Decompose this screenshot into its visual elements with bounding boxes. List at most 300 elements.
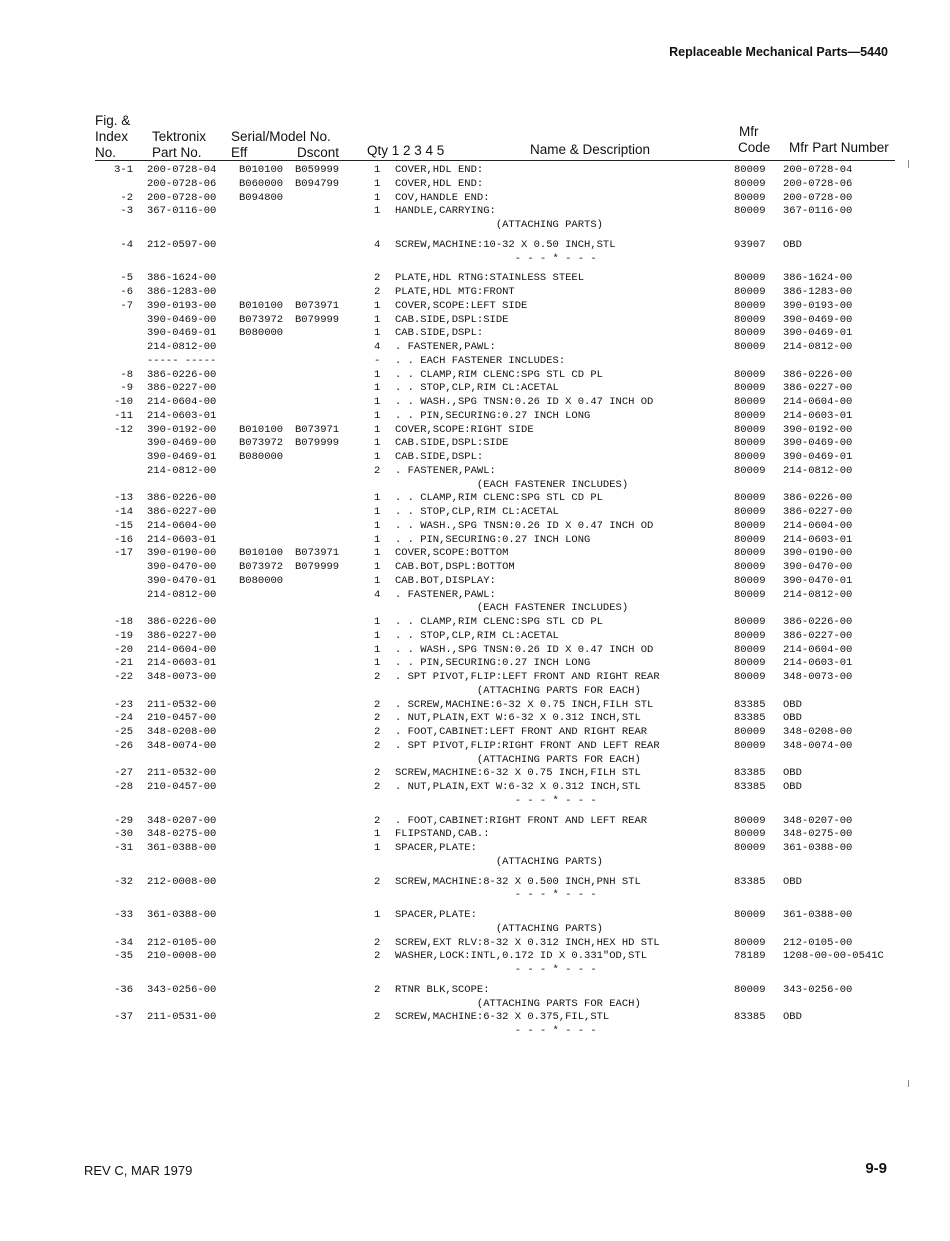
table-row	[0, 272, 950, 286]
row-name-description: COVER,SCOPE:BOTTOM	[395, 547, 509, 560]
table-row	[0, 396, 950, 410]
row-mfr-code: 80009	[734, 588, 766, 601]
row-part-number: 390-0470-00	[147, 561, 217, 573]
row-mfr-part-number: OBD	[783, 767, 802, 780]
row-mfr-part-number: 212-0105-00	[783, 936, 853, 949]
row-name-description: PLATE,HDL RTNG:STAINLESS STEEL	[395, 272, 585, 285]
row-mfr-code: 80009	[734, 657, 766, 670]
row-mfr-code: 93907	[734, 238, 766, 251]
row-mfr-code: 80009	[734, 519, 766, 532]
row-part-number: 210-0457-00	[147, 781, 217, 793]
row-fig-index: -3	[120, 205, 133, 218]
row-part-number: 214-0812-00	[147, 464, 217, 477]
row-qty: 1	[374, 547, 381, 560]
row-name-description: WASHER,LOCK:INTL,0.172 ID X 0.331"OD,STL	[395, 950, 648, 963]
table-row	[0, 856, 950, 870]
row-name-description: SCREW,MACHINE:6-32 X 0.75 INCH,FILH STL	[395, 767, 641, 780]
row-fig-index: -33	[114, 909, 133, 921]
row-qty: 2	[374, 1011, 381, 1024]
row-mfr-code: 80009	[734, 423, 766, 436]
row-mfr-code: 80009	[734, 936, 766, 949]
header-divider	[95, 160, 895, 161]
row-fig-index: -18	[114, 616, 133, 628]
row-part-number: 211-0532-00	[147, 698, 217, 711]
row-mfr-code: 80009	[734, 451, 766, 463]
col-fig-line1: Fig. &	[95, 113, 131, 128]
row-fig-index: -37	[114, 1011, 133, 1024]
row-serial-eff: B080000	[239, 327, 284, 340]
row-serial-dscont: B059999	[295, 164, 340, 176]
table-row	[0, 286, 950, 300]
table-row	[0, 534, 950, 548]
row-mfr-code: 83385	[734, 875, 766, 888]
row-qty: 1	[374, 451, 381, 463]
row-qty: 2	[374, 875, 381, 888]
row-name-description: . . PIN,SECURING:0.27 INCH LONG	[395, 657, 591, 670]
row-part-number: 386-0226-00	[147, 368, 217, 381]
row-mfr-part-number: 200-0728-04	[783, 164, 853, 176]
table-row	[0, 781, 950, 795]
row-qty: 2	[374, 464, 381, 477]
row-mfr-part-number: 386-0226-00	[783, 368, 853, 381]
row-mfr-part-number: 214-0812-00	[783, 464, 853, 477]
col-fig-line2: Index	[95, 129, 129, 144]
row-mfr-part-number: 214-0604-00	[783, 396, 853, 408]
row-name-description: (ATTACHING PARTS)	[395, 922, 603, 935]
row-name-description: . SPT PIVOT,FLIP:RIGHT FRONT AND LEFT REAR	[395, 739, 660, 752]
row-serial-dscont: B073971	[295, 547, 340, 560]
row-mfr-code: 80009	[734, 983, 766, 996]
row-mfr-part-number: 390-0190-00	[783, 547, 853, 560]
row-qty: 4	[374, 588, 381, 601]
row-serial-eff: B073972	[239, 561, 284, 573]
row-mfr-part-number: 386-0227-00	[783, 506, 853, 518]
row-fig-index: -20	[114, 643, 133, 656]
table-row	[0, 253, 950, 267]
row-name-description: . FASTENER,PAWL:	[395, 341, 496, 353]
row-name-description: CAB.BOT,DISPLAY:	[395, 574, 496, 587]
row-mfr-code: 80009	[734, 368, 766, 381]
row-name-description: . NUT,PLAIN,EXT W:6-32 X 0.312 INCH,STL	[395, 781, 641, 793]
col-eff: Eff	[231, 145, 248, 160]
col-mfr-line2: Code	[738, 140, 771, 155]
row-qty: 1	[374, 657, 381, 670]
table-row	[0, 1011, 950, 1025]
row-mfr-part-number: 348-0074-00	[783, 739, 853, 752]
row-qty: 1	[374, 437, 381, 450]
row-mfr-code: 83385	[734, 1011, 766, 1024]
table-row	[0, 410, 950, 424]
col-fig-line3: No.	[95, 145, 117, 160]
row-mfr-part-number: 390-0470-00	[783, 561, 853, 573]
row-qty: 1	[374, 396, 381, 408]
table-row	[0, 726, 950, 740]
row-part-number: 211-0532-00	[147, 767, 217, 780]
row-fig-index: -22	[114, 671, 133, 683]
row-part-number: 390-0190-00	[147, 547, 217, 560]
row-qty: 1	[374, 382, 381, 395]
row-mfr-part-number: 343-0256-00	[783, 983, 853, 996]
row-serial-eff: B094800	[239, 191, 284, 204]
row-qty: 1	[374, 616, 381, 628]
row-serial-dscont: B079999	[295, 561, 340, 573]
table-row	[0, 616, 950, 630]
table-row	[0, 657, 950, 671]
table-row	[0, 382, 950, 396]
table-row	[0, 795, 950, 809]
row-mfr-code: 80009	[734, 286, 766, 298]
row-mfr-part-number: 386-1624-00	[783, 272, 853, 285]
row-name-description: COV,HANDLE END:	[395, 191, 490, 204]
col-part-line2: Part No.	[152, 145, 202, 160]
row-fig-index: -9	[120, 382, 133, 395]
col-mfr-line1: Mfr	[739, 124, 759, 139]
row-part-number: 386-0226-00	[147, 616, 217, 628]
table-row	[0, 984, 950, 998]
row-mfr-code: 80009	[734, 561, 766, 573]
row-part-number: 210-0457-00	[147, 712, 217, 725]
row-mfr-part-number: 390-0469-01	[783, 327, 853, 340]
row-part-number: 200-0728-06	[147, 177, 217, 190]
row-name-description: - - - * - - -	[395, 964, 597, 976]
row-mfr-code: 80009	[734, 671, 766, 683]
row-fig-index: -30	[114, 828, 133, 841]
row-name-description: (ATTACHING PARTS)	[395, 855, 603, 868]
row-part-number: 212-0008-00	[147, 875, 217, 888]
row-mfr-part-number: 214-0812-00	[783, 341, 853, 353]
row-part-number: 214-0603-01	[147, 533, 217, 546]
row-name-description: (EACH FASTENER INCLUDES)	[395, 478, 629, 491]
row-mfr-part-number: 214-0603-01	[783, 409, 853, 422]
table-row	[0, 842, 950, 856]
col-name-description: Name & Description	[530, 142, 651, 157]
table-row	[0, 479, 950, 493]
row-part-number: 390-0469-01	[147, 451, 217, 463]
row-mfr-code: 80009	[734, 327, 766, 340]
row-name-description: COVER,HDL END:	[395, 177, 484, 190]
row-part-number: 348-0207-00	[147, 814, 217, 827]
row-mfr-code: 80009	[734, 177, 766, 190]
row-qty: 2	[374, 272, 381, 285]
row-mfr-code: 80009	[734, 842, 766, 854]
row-fig-index: -4	[120, 238, 133, 251]
table-row	[0, 465, 950, 479]
table-row	[0, 998, 950, 1012]
row-qty: 2	[374, 712, 381, 725]
table-row	[0, 164, 950, 178]
row-name-description: SCREW,MACHINE:8-32 X 0.500 INCH,PNH STL	[395, 875, 641, 888]
row-fig-index: -24	[114, 712, 133, 725]
table-row	[0, 923, 950, 937]
row-name-description: . . CLAMP,RIM CLENC:SPG STL CD PL	[395, 492, 603, 505]
row-qty: 1	[374, 299, 381, 312]
table-row	[0, 630, 950, 644]
row-mfr-code: 80009	[734, 739, 766, 752]
col-mfr-part-number: Mfr Part Number	[789, 140, 889, 155]
row-mfr-part-number: 214-0604-00	[783, 643, 853, 656]
table-row	[0, 341, 950, 355]
row-fig-index: -12	[114, 423, 133, 436]
row-part-number: 348-0208-00	[147, 726, 217, 738]
table-row	[0, 740, 950, 754]
row-mfr-part-number: 361-0388-00	[783, 842, 853, 854]
row-name-description: CAB.BOT,DSPL:BOTTOM	[395, 561, 515, 573]
row-qty: 4	[374, 341, 381, 353]
row-mfr-part-number: OBD	[783, 712, 802, 725]
row-fig-index: -23	[114, 698, 133, 711]
row-serial-dscont: B073971	[295, 299, 340, 312]
row-serial-eff: B080000	[239, 451, 284, 463]
row-name-description: . . STOP,CLP,RIM CL:ACETAL	[395, 629, 559, 642]
table-row	[0, 369, 950, 383]
table-row	[0, 205, 950, 219]
row-qty: 1	[374, 643, 381, 656]
row-serial-eff: B010100	[239, 423, 284, 436]
row-name-description: CAB.SIDE,DSPL:	[395, 327, 484, 340]
row-qty: 1	[374, 191, 381, 204]
row-qty: 2	[374, 814, 381, 827]
row-part-number: 361-0388-00	[147, 842, 217, 854]
row-fig-index: -8	[120, 368, 133, 381]
margin-mark	[908, 1080, 909, 1087]
row-part-number: 386-1283-00	[147, 286, 217, 298]
row-part-number: 348-0074-00	[147, 739, 217, 752]
row-name-description: FLIPSTAND,CAB.:	[395, 828, 490, 841]
row-fig-index: -16	[114, 533, 133, 546]
row-qty: 2	[374, 983, 381, 996]
row-mfr-code: 80009	[734, 643, 766, 656]
row-part-number: 212-0597-00	[147, 238, 217, 251]
row-mfr-code: 80009	[734, 313, 766, 326]
table-row	[0, 451, 950, 465]
row-qty: 1	[374, 409, 381, 422]
row-name-description: (ATTACHING PARTS FOR EACH)	[395, 997, 641, 1010]
row-mfr-part-number: 390-0470-01	[783, 574, 853, 587]
row-mfr-part-number: OBD	[783, 238, 802, 251]
row-qty: 1	[374, 492, 381, 505]
row-mfr-part-number: 200-0728-06	[783, 177, 853, 190]
row-name-description: . . WASH.,SPG TNSN:0.26 ID X 0.47 INCH OD	[395, 396, 654, 408]
row-name-description: . FOOT,CABINET:RIGHT FRONT AND LEFT REAR	[395, 814, 648, 827]
row-fig-index: -28	[114, 781, 133, 793]
row-name-description: CAB.SIDE,DSPL:SIDE	[395, 437, 509, 450]
table-row	[0, 589, 950, 603]
row-qty: 1	[374, 164, 381, 176]
row-fig-index: -5	[120, 272, 133, 285]
row-mfr-code: 80009	[734, 396, 766, 408]
row-qty: 2	[374, 767, 381, 780]
page-number: 9-9	[865, 1160, 887, 1177]
row-part-number: 214-0603-01	[147, 657, 217, 670]
row-mfr-code: 80009	[734, 299, 766, 312]
table-row	[0, 909, 950, 923]
row-name-description: SCREW,EXT RLV:8-32 X 0.312 INCH,HEX HD STL	[395, 936, 660, 949]
row-part-number: 214-0812-00	[147, 588, 217, 601]
col-qty: Qty 1 2 3 4 5	[367, 143, 445, 158]
row-name-description: . . PIN,SECURING:0.27 INCH LONG	[395, 409, 591, 422]
row-name-description: (ATTACHING PARTS FOR EACH)	[395, 684, 641, 697]
table-row	[0, 815, 950, 829]
row-mfr-code: 83385	[734, 781, 766, 793]
row-fig-index: -29	[114, 814, 133, 827]
row-name-description: SCREW,MACHINE:10-32 X 0.50 INCH,STL	[395, 238, 616, 251]
row-name-description: . SCREW,MACHINE:6-32 X 0.75 INCH,FILH STL	[395, 698, 654, 711]
row-mfr-code: 80009	[734, 382, 766, 395]
col-part-line1: Tektronix	[152, 129, 207, 144]
row-name-description: SCREW,MACHINE:6-32 X 0.375,FIL,STL	[395, 1011, 610, 1024]
row-qty: 2	[374, 698, 381, 711]
row-part-number: 214-0604-00	[147, 519, 217, 532]
row-name-description: - - - * - - -	[395, 794, 597, 807]
row-serial-eff: B010100	[239, 547, 284, 560]
row-name-description: SPACER,PLATE:	[395, 909, 477, 921]
row-mfr-code: 80009	[734, 341, 766, 353]
row-part-number: 200-0728-00	[147, 191, 217, 204]
row-mfr-part-number: 386-0227-00	[783, 382, 853, 395]
row-serial-dscont: B094799	[295, 177, 340, 190]
row-mfr-code: 80009	[734, 616, 766, 628]
row-qty: 1	[374, 327, 381, 340]
table-row	[0, 754, 950, 768]
row-fig-index: -14	[114, 506, 133, 518]
row-part-number: 211-0531-00	[147, 1011, 217, 1024]
row-part-number: 390-0470-01	[147, 574, 217, 587]
row-mfr-code: 80009	[734, 437, 766, 450]
row-name-description: (ATTACHING PARTS FOR EACH)	[395, 753, 641, 766]
row-part-number: 386-0227-00	[147, 506, 217, 518]
col-dscont: Dscont	[297, 145, 340, 160]
row-mfr-code: 80009	[734, 814, 766, 827]
row-fig-index: -36	[114, 983, 133, 996]
row-part-number: 390-0469-00	[147, 437, 217, 450]
row-name-description: . . PIN,SECURING:0.27 INCH LONG	[395, 533, 591, 546]
row-mfr-part-number: 390-0192-00	[783, 423, 853, 436]
row-mfr-part-number: 200-0728-00	[783, 191, 853, 204]
table-row	[0, 219, 950, 233]
row-part-number: 214-0604-00	[147, 643, 217, 656]
row-qty: 1	[374, 629, 381, 642]
row-name-description: . FASTENER,PAWL:	[395, 464, 496, 477]
row-part-number: 386-0226-00	[147, 492, 217, 505]
page-header-title: Replaceable Mechanical Parts—5440	[669, 45, 888, 59]
row-mfr-code: 80009	[734, 533, 766, 546]
row-qty: -	[374, 354, 381, 367]
row-qty: 1	[374, 368, 381, 381]
row-fig-index: -2	[120, 191, 133, 204]
row-name-description: . . STOP,CLP,RIM CL:ACETAL	[395, 506, 559, 518]
row-name-description: COVER,HDL END:	[395, 164, 484, 176]
row-name-description: . . EACH FASTENER INCLUDES:	[395, 354, 566, 367]
row-fig-index: -31	[114, 842, 133, 854]
table-row	[0, 327, 950, 341]
row-name-description: CAB.SIDE,DSPL:	[395, 451, 484, 463]
row-part-number: 386-0227-00	[147, 629, 217, 642]
row-name-description: - - - * - - -	[395, 252, 597, 265]
row-mfr-code: 80009	[734, 492, 766, 505]
row-qty: 2	[374, 936, 381, 949]
row-part-number: 390-0192-00	[147, 423, 217, 436]
table-row	[0, 506, 950, 520]
table-row	[0, 300, 950, 314]
row-mfr-part-number: 390-0193-00	[783, 299, 853, 312]
row-mfr-part-number: 348-0208-00	[783, 726, 853, 738]
row-name-description: (ATTACHING PARTS)	[395, 219, 603, 231]
row-fig-index: 3-1	[114, 164, 133, 176]
row-serial-dscont: B079999	[295, 437, 340, 450]
row-mfr-part-number: 214-0603-01	[783, 657, 853, 670]
col-serial: Serial/Model No.	[231, 129, 331, 144]
row-name-description: SPACER,PLATE:	[395, 842, 477, 854]
row-mfr-part-number: 214-0604-00	[783, 519, 853, 532]
row-name-description: . . WASH.,SPG TNSN:0.26 ID X 0.47 INCH OD	[395, 643, 654, 656]
table-row	[0, 828, 950, 842]
row-fig-index: -6	[120, 286, 133, 298]
row-part-number: 214-0603-01	[147, 409, 217, 422]
row-name-description: . FASTENER,PAWL:	[395, 588, 496, 601]
table-row	[0, 424, 950, 438]
table-row	[0, 239, 950, 253]
row-qty: 2	[374, 739, 381, 752]
row-part-number: 386-1624-00	[147, 272, 217, 285]
row-fig-index: -17	[114, 547, 133, 560]
row-part-number: 214-0604-00	[147, 396, 217, 408]
row-qty: 2	[374, 671, 381, 683]
row-fig-index: -32	[114, 875, 133, 888]
row-name-description: HANDLE,CARRYING:	[395, 205, 496, 218]
row-mfr-part-number: 386-0226-00	[783, 492, 853, 505]
row-name-description: - - - * - - -	[395, 1025, 597, 1037]
row-qty: 4	[374, 238, 381, 251]
table-row	[0, 437, 950, 451]
table-row	[0, 561, 950, 575]
row-name-description: . SPT PIVOT,FLIP:LEFT FRONT AND RIGHT REAR	[395, 671, 660, 683]
table-row	[0, 685, 950, 699]
row-mfr-code: 80009	[734, 409, 766, 422]
row-fig-index: -19	[114, 629, 133, 642]
row-part-number: 390-0469-01	[147, 327, 217, 340]
row-name-description: . FOOT,CABINET:LEFT FRONT AND RIGHT REAR	[395, 726, 648, 738]
row-mfr-code: 80009	[734, 726, 766, 738]
row-qty: 1	[374, 205, 381, 218]
table-row	[0, 1025, 950, 1039]
row-part-number: 348-0073-00	[147, 671, 217, 683]
table-row	[0, 699, 950, 713]
row-mfr-part-number: 348-0073-00	[783, 671, 853, 683]
row-mfr-code: 83385	[734, 767, 766, 780]
table-row	[0, 355, 950, 369]
row-name-description: . NUT,PLAIN,EXT W:6-32 X 0.312 INCH,STL	[395, 712, 641, 725]
table-row	[0, 889, 950, 903]
row-name-description: . . CLAMP,RIM CLENC:SPG STL CD PL	[395, 368, 603, 381]
row-fig-index: -25	[114, 726, 133, 738]
row-serial-eff: B010100	[239, 164, 284, 176]
row-name-description: PLATE,HDL MTG:FRONT	[395, 286, 515, 298]
table-row	[0, 671, 950, 685]
row-fig-index: -11	[114, 409, 133, 422]
row-name-description: (EACH FASTENER INCLUDES)	[395, 602, 629, 615]
row-name-description: CAB.SIDE,DSPL:SIDE	[395, 313, 509, 326]
row-serial-dscont: B073971	[295, 423, 340, 436]
row-fig-index: -10	[114, 396, 133, 408]
row-fig-index: -35	[114, 950, 133, 963]
row-mfr-part-number: 390-0469-01	[783, 451, 853, 463]
row-mfr-part-number: 348-0207-00	[783, 814, 853, 827]
row-mfr-part-number: 390-0469-00	[783, 437, 853, 450]
row-qty: 1	[374, 909, 381, 921]
row-serial-dscont: B079999	[295, 313, 340, 326]
row-part-number: 212-0105-00	[147, 936, 217, 949]
table-row	[0, 178, 950, 192]
